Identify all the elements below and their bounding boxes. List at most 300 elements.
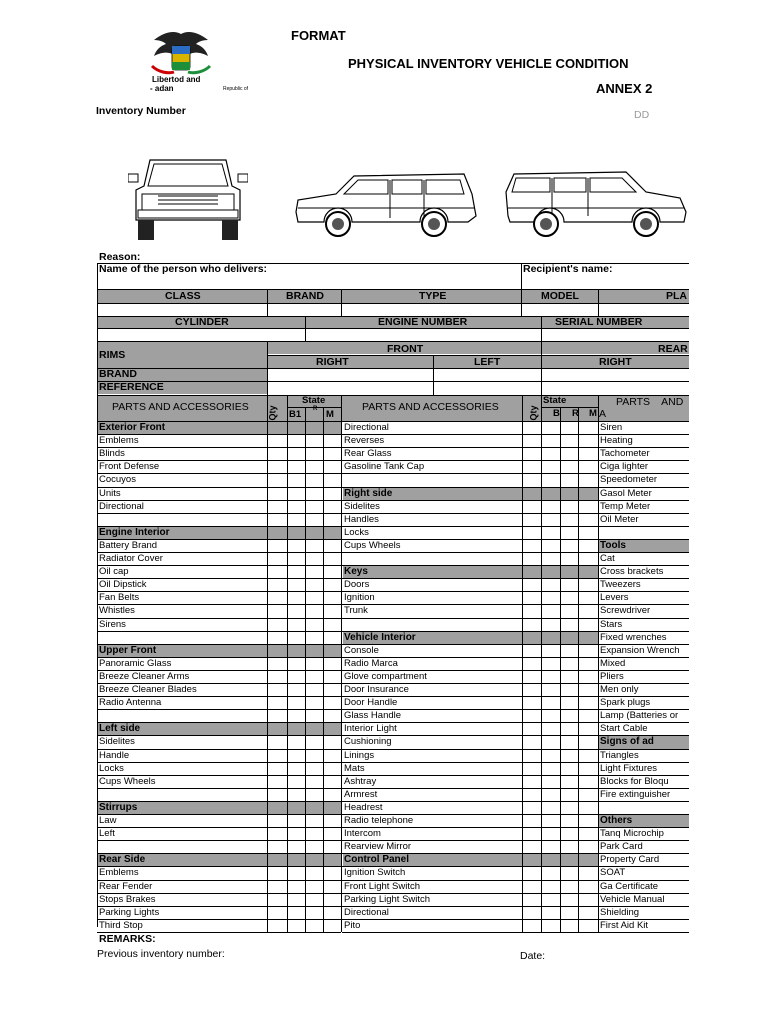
qty-cell[interactable] (268, 540, 287, 552)
qty-cell[interactable] (523, 684, 541, 696)
state-cell[interactable] (579, 710, 598, 722)
qty-cell[interactable] (523, 815, 541, 827)
state-cell[interactable] (306, 501, 323, 513)
table-row-label: Oil Meter (600, 513, 639, 525)
qty-cell[interactable] (268, 815, 287, 827)
state-cell[interactable] (324, 514, 341, 526)
qty-cell[interactable] (523, 697, 541, 709)
state-cell[interactable] (306, 841, 323, 853)
state-cell[interactable] (561, 461, 578, 473)
state-cell[interactable] (542, 894, 560, 906)
qty-cell[interactable] (523, 474, 541, 486)
state-cell[interactable] (579, 776, 598, 788)
qty-cell[interactable] (268, 789, 287, 801)
state-cell[interactable] (324, 763, 341, 775)
state-cell[interactable] (561, 867, 578, 879)
state-cell[interactable] (561, 422, 578, 434)
state-cell[interactable] (542, 789, 560, 801)
state-cell[interactable] (306, 553, 323, 565)
state-cell[interactable] (288, 684, 305, 696)
qty-cell[interactable] (523, 619, 541, 631)
state-cell[interactable] (288, 540, 305, 552)
state-cell[interactable] (288, 763, 305, 775)
qty-cell[interactable] (523, 841, 541, 853)
vehicle-info-input-row[interactable] (98, 304, 689, 316)
table-row-label: Battery Brand (99, 539, 158, 551)
state-cell[interactable] (542, 828, 560, 840)
state-cell[interactable] (306, 881, 323, 893)
state-cell[interactable] (324, 474, 341, 486)
state-cell[interactable] (324, 736, 341, 748)
state-cell[interactable] (306, 789, 323, 801)
qty-cell[interactable] (523, 763, 541, 775)
state-cell[interactable] (579, 815, 598, 827)
state-cell[interactable] (288, 435, 305, 447)
qty-cell[interactable] (523, 802, 541, 814)
state-cell[interactable] (542, 815, 560, 827)
state-cell[interactable] (561, 592, 578, 604)
state-cell[interactable] (324, 815, 341, 827)
parts-header-3: PARTS AND (616, 396, 684, 408)
state-cell[interactable] (542, 645, 560, 657)
state-cell[interactable] (542, 723, 560, 735)
qty-cell[interactable] (268, 867, 287, 879)
qty-cell[interactable] (268, 894, 287, 906)
state-cell[interactable] (324, 435, 341, 447)
qty-cell[interactable] (268, 619, 287, 631)
state-cell[interactable] (306, 736, 323, 748)
state-cell[interactable] (288, 592, 305, 604)
qty-cell[interactable] (523, 867, 541, 879)
qty-cell[interactable] (523, 435, 541, 447)
table-row-label: Directional (344, 906, 389, 918)
state-cell[interactable] (306, 763, 323, 775)
state-cell[interactable] (288, 488, 305, 500)
state-cell[interactable] (306, 566, 323, 578)
car-side-left-icon (500, 166, 692, 240)
qty-cell[interactable] (268, 488, 287, 500)
qty-cell[interactable] (268, 501, 287, 513)
state-cell[interactable] (306, 435, 323, 447)
state-cell[interactable] (288, 697, 305, 709)
state-cell[interactable] (579, 684, 598, 696)
state-cell[interactable] (579, 474, 598, 486)
qty-cell[interactable] (268, 763, 287, 775)
state-cell[interactable] (324, 448, 341, 460)
qty-cell[interactable] (523, 723, 541, 735)
state-cell[interactable] (561, 579, 578, 591)
parts-header-2: PARTS AND ACCESSORIES (362, 401, 499, 413)
state-cell[interactable] (542, 750, 560, 762)
qty-cell[interactable] (523, 501, 541, 513)
state-cell[interactable] (288, 579, 305, 591)
state-cell[interactable] (542, 802, 560, 814)
state-cell[interactable] (542, 736, 560, 748)
state-cell[interactable] (324, 881, 341, 893)
qty-cell[interactable] (523, 553, 541, 565)
state-cell[interactable] (561, 802, 578, 814)
state-cell[interactable] (288, 894, 305, 906)
qty-cell[interactable] (523, 828, 541, 840)
table-row-label: Front Defense (99, 461, 160, 473)
state-cell[interactable] (542, 514, 560, 526)
qty-cell[interactable] (268, 671, 287, 683)
qty-cell[interactable] (268, 881, 287, 893)
state-cell[interactable] (306, 697, 323, 709)
qty-cell[interactable] (268, 920, 287, 932)
state-cell[interactable] (561, 907, 578, 919)
state-cell[interactable] (306, 828, 323, 840)
state-cell[interactable] (579, 867, 598, 879)
state-cell[interactable] (579, 750, 598, 762)
qty-cell[interactable] (268, 514, 287, 526)
state-cell[interactable] (306, 605, 323, 617)
qty-cell[interactable] (523, 881, 541, 893)
state-cell[interactable] (306, 776, 323, 788)
state-cell[interactable] (542, 553, 560, 565)
state-cell[interactable] (579, 828, 598, 840)
state-cell[interactable] (561, 645, 578, 657)
state-cell[interactable] (542, 435, 560, 447)
qty-cell[interactable] (268, 736, 287, 748)
state-cell[interactable] (561, 828, 578, 840)
state-cell[interactable] (306, 684, 323, 696)
state-cell[interactable] (561, 658, 578, 670)
table-row-label: Oil cap (99, 566, 129, 578)
state-cell[interactable] (324, 894, 341, 906)
state-cell[interactable] (288, 658, 305, 670)
state-cell[interactable] (324, 920, 341, 932)
logo-text-1: Libertod and (152, 75, 201, 84)
state-cell[interactable] (542, 540, 560, 552)
state-cell[interactable] (542, 907, 560, 919)
qty-cell[interactable] (268, 461, 287, 473)
state-cell[interactable] (542, 763, 560, 775)
state-cell[interactable] (561, 605, 578, 617)
state-cell[interactable] (306, 632, 323, 644)
vehicle-right-side-view (288, 168, 480, 238)
state-cell[interactable] (579, 540, 598, 552)
state-cell[interactable] (288, 461, 305, 473)
qty-cell[interactable] (523, 514, 541, 526)
state-cell[interactable] (324, 776, 341, 788)
state-cell[interactable] (288, 750, 305, 762)
state-cell[interactable] (579, 645, 598, 657)
state-cell[interactable] (324, 461, 341, 473)
state-cell[interactable] (306, 894, 323, 906)
qty-cell[interactable] (523, 920, 541, 932)
state-cell[interactable] (561, 448, 578, 460)
state-cell[interactable] (579, 514, 598, 526)
qty-cell[interactable] (523, 736, 541, 748)
qty-cell[interactable] (523, 592, 541, 604)
state-cell[interactable] (324, 841, 341, 853)
qty-cell[interactable] (268, 697, 287, 709)
state-cell[interactable] (306, 907, 323, 919)
state-cell[interactable] (542, 697, 560, 709)
qty-cell[interactable] (268, 710, 287, 722)
qty-cell[interactable] (268, 579, 287, 591)
state-cell[interactable] (306, 514, 323, 526)
qty-cell[interactable] (523, 750, 541, 762)
state-cell[interactable] (288, 619, 305, 631)
state-cell[interactable] (324, 553, 341, 565)
state-cell[interactable] (579, 592, 598, 604)
qty-cell[interactable] (523, 579, 541, 591)
state-cell[interactable] (306, 579, 323, 591)
state-cell[interactable] (542, 422, 560, 434)
state-cell[interactable] (288, 920, 305, 932)
qty-cell[interactable] (268, 841, 287, 853)
state-cell[interactable] (324, 566, 341, 578)
state-cell[interactable] (542, 501, 560, 513)
state-cell[interactable] (542, 710, 560, 722)
state-cell[interactable] (561, 841, 578, 853)
table-row-label: Levers (600, 592, 629, 604)
state-cell[interactable] (579, 579, 598, 591)
state-cell[interactable] (579, 501, 598, 513)
state-cell[interactable] (288, 632, 305, 644)
state-cell[interactable] (324, 632, 341, 644)
table-row-label: Light Fixtures (600, 762, 658, 774)
state-cell[interactable] (542, 605, 560, 617)
state-cell[interactable] (579, 907, 598, 919)
state-cell[interactable] (579, 527, 598, 539)
state-cell[interactable] (561, 527, 578, 539)
state-cell[interactable] (561, 671, 578, 683)
state-cell[interactable] (561, 697, 578, 709)
state-cell[interactable] (579, 619, 598, 631)
qty-cell[interactable] (523, 461, 541, 473)
state-cell[interactable] (542, 658, 560, 670)
state-b1-header: B1 (289, 409, 302, 420)
state-cell[interactable] (306, 540, 323, 552)
state-cell[interactable] (542, 579, 560, 591)
state-cell[interactable] (324, 540, 341, 552)
state-cell[interactable] (542, 461, 560, 473)
qty-cell[interactable] (268, 474, 287, 486)
state-cell[interactable] (561, 540, 578, 552)
state-cell[interactable] (579, 605, 598, 617)
qty-cell[interactable] (523, 422, 541, 434)
state-cell[interactable] (306, 671, 323, 683)
state-cell[interactable] (288, 448, 305, 460)
qty-cell[interactable] (523, 894, 541, 906)
state-cell[interactable] (288, 841, 305, 853)
qty-cell[interactable] (268, 632, 287, 644)
state-cell[interactable] (579, 553, 598, 565)
state-cell[interactable] (324, 658, 341, 670)
state-cell[interactable] (324, 488, 341, 500)
state-cell[interactable] (306, 619, 323, 631)
state-cell[interactable] (306, 920, 323, 932)
state-cell[interactable] (288, 501, 305, 513)
state-cell[interactable] (561, 553, 578, 565)
state-cell[interactable] (306, 448, 323, 460)
qty-cell[interactable] (268, 435, 287, 447)
state-cell[interactable] (324, 501, 341, 513)
table-row-label: Locks (344, 526, 369, 538)
state-cell[interactable] (288, 671, 305, 683)
state-cell[interactable] (579, 671, 598, 683)
qty-cell[interactable] (523, 776, 541, 788)
deliverer-name-field[interactable]: Name of the person who delivers: (99, 263, 268, 275)
qty-cell[interactable] (268, 907, 287, 919)
qty-cell[interactable] (523, 540, 541, 552)
state-cell[interactable] (579, 802, 598, 814)
state-cell[interactable] (324, 828, 341, 840)
qty-cell[interactable] (268, 448, 287, 460)
state-cell[interactable] (561, 763, 578, 775)
state-cell[interactable] (561, 736, 578, 748)
state-cell[interactable] (288, 514, 305, 526)
state-cell[interactable] (288, 710, 305, 722)
state-cell[interactable] (288, 566, 305, 578)
state-cell[interactable] (561, 684, 578, 696)
state-cell[interactable] (324, 710, 341, 722)
state-cell[interactable] (324, 697, 341, 709)
qty-cell[interactable] (268, 750, 287, 762)
state-cell[interactable] (542, 920, 560, 932)
qty-cell[interactable] (523, 907, 541, 919)
state-cell[interactable] (542, 527, 560, 539)
state-cell[interactable] (324, 750, 341, 762)
state-cell[interactable] (579, 422, 598, 434)
state-cell[interactable] (561, 435, 578, 447)
qty-cell[interactable] (523, 527, 541, 539)
table-row-label: Fire extinguisher (600, 788, 671, 800)
state-cell[interactable] (579, 894, 598, 906)
qty-cell[interactable] (268, 566, 287, 578)
state-cell[interactable] (288, 605, 305, 617)
state-cell[interactable] (561, 776, 578, 788)
state-cell[interactable] (542, 619, 560, 631)
state-cell[interactable] (579, 461, 598, 473)
qty-cell[interactable] (268, 684, 287, 696)
state-cell[interactable] (561, 881, 578, 893)
state-cell[interactable] (579, 658, 598, 670)
state-cell[interactable] (324, 592, 341, 604)
table-row-label: Ga Certificate (600, 880, 659, 892)
state-cell[interactable] (579, 435, 598, 447)
qty-cell[interactable] (268, 592, 287, 604)
state-cell[interactable] (324, 867, 341, 879)
state-cell[interactable] (306, 474, 323, 486)
state-cell[interactable] (561, 815, 578, 827)
recipient-name-field[interactable]: Recipient's name: (523, 263, 613, 275)
state-cell[interactable] (288, 789, 305, 801)
state-cell[interactable] (542, 684, 560, 696)
qty-cell[interactable] (268, 605, 287, 617)
state-cell[interactable] (579, 789, 598, 801)
state-cell[interactable] (561, 474, 578, 486)
state-cell[interactable] (579, 736, 598, 748)
state-cell[interactable] (306, 592, 323, 604)
state-cell[interactable] (561, 894, 578, 906)
qty-cell[interactable] (523, 645, 541, 657)
qty-cell[interactable] (268, 828, 287, 840)
state-cell[interactable] (306, 750, 323, 762)
state-cell[interactable] (306, 488, 323, 500)
state-cell[interactable] (324, 605, 341, 617)
state-cell[interactable] (561, 750, 578, 762)
table-row-label: Start Cable (600, 723, 648, 735)
state-cell[interactable] (324, 579, 341, 591)
state-cell[interactable] (288, 474, 305, 486)
qty-cell[interactable] (523, 605, 541, 617)
state-cell[interactable] (306, 867, 323, 879)
table-row-label: Tanq Microchip (600, 828, 664, 840)
table-row-label: Rear Fender (99, 880, 153, 892)
state-cell[interactable] (324, 684, 341, 696)
state-cell[interactable] (288, 828, 305, 840)
table-row-label: Emblems (99, 867, 139, 879)
qty-cell[interactable] (523, 658, 541, 670)
state-cell[interactable] (324, 671, 341, 683)
state-cell[interactable] (288, 867, 305, 879)
state-cell[interactable] (579, 841, 598, 853)
qty-cell[interactable] (268, 658, 287, 670)
state-cell[interactable] (542, 592, 560, 604)
state-cell[interactable] (579, 881, 598, 893)
qty-cell[interactable] (523, 710, 541, 722)
state-cell[interactable] (306, 710, 323, 722)
state-cell[interactable] (561, 789, 578, 801)
state-cell[interactable] (306, 658, 323, 670)
qty-cell[interactable] (523, 789, 541, 801)
qty-cell[interactable] (523, 671, 541, 683)
state-cell[interactable] (579, 448, 598, 460)
qty-cell[interactable] (523, 448, 541, 460)
state-cell[interactable] (579, 763, 598, 775)
state-cell[interactable] (542, 671, 560, 683)
state-cell[interactable] (288, 815, 305, 827)
state-cell[interactable] (306, 815, 323, 827)
state-cell[interactable] (579, 697, 598, 709)
state-cell[interactable] (288, 736, 305, 748)
state-cell[interactable] (542, 881, 560, 893)
state-cell[interactable] (542, 867, 560, 879)
state-cell[interactable] (561, 920, 578, 932)
state-cell[interactable] (579, 920, 598, 932)
state-cell[interactable] (324, 619, 341, 631)
state-cell[interactable] (288, 776, 305, 788)
state-cell[interactable] (561, 710, 578, 722)
state-cell[interactable] (561, 501, 578, 513)
state-cell[interactable] (324, 907, 341, 919)
state-cell[interactable] (542, 448, 560, 460)
state-cell[interactable] (561, 723, 578, 735)
state-cell[interactable] (542, 776, 560, 788)
engine-info-input-row[interactable] (98, 329, 689, 341)
qty-cell[interactable] (268, 553, 287, 565)
state-cell[interactable] (324, 789, 341, 801)
state-cell[interactable] (288, 553, 305, 565)
table-row-label: Cocuyos (99, 474, 136, 486)
state-cell[interactable] (288, 881, 305, 893)
state-cell[interactable] (306, 461, 323, 473)
state-cell[interactable] (542, 474, 560, 486)
state-cell[interactable] (579, 723, 598, 735)
state-cell[interactable] (288, 907, 305, 919)
qty-cell[interactable] (268, 776, 287, 788)
table-row-label: Third Stop (99, 919, 143, 931)
front-left-label: LEFT (474, 356, 501, 368)
state-cell[interactable] (542, 841, 560, 853)
table-row-label: Blinds (99, 448, 125, 460)
state-cell[interactable] (561, 619, 578, 631)
state-cell[interactable] (561, 514, 578, 526)
